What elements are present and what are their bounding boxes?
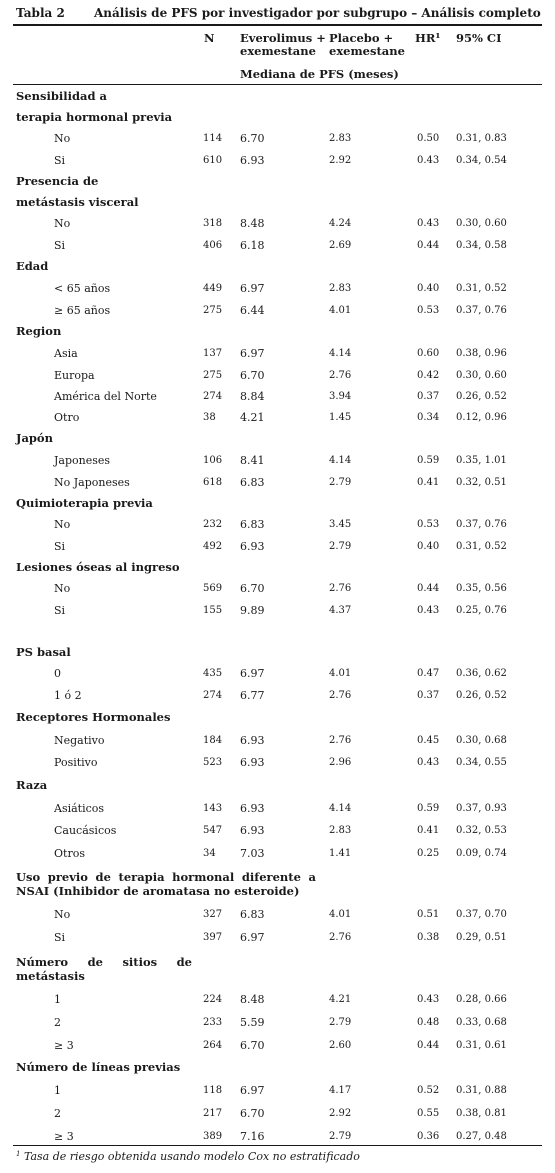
cell-hr: 0.42 [417,370,440,381]
cell-hr: 0.43 [417,218,440,229]
row-label: 1 ó 2 [54,689,82,702]
cell-hr: 0.34 [417,412,440,423]
cell-placebo-median: 2.79 [329,1017,352,1028]
cell-placebo-median: 2.69 [329,240,352,251]
cell-ci: 0.30, 0.68 [456,735,507,746]
cell-placebo-median: 2.76 [329,735,352,746]
cell-n: 114 [203,133,223,144]
row-label: No [54,518,71,531]
group-heading-word: previo [47,870,88,884]
cell-hr: 0.25 [417,848,440,859]
group-heading: metástasis [16,969,85,983]
cell-placebo-median: 4.14 [329,455,352,466]
group-heading: Presencia de [16,174,99,188]
row-label: No [54,582,71,595]
cell-everolimus-median: 6.70 [240,132,265,145]
cell-hr: 0.52 [417,1085,440,1096]
cell-hr: 0.51 [417,909,440,920]
cell-n: 224 [203,994,223,1005]
cell-ci: 0.31, 0.83 [456,133,507,144]
cell-hr: 0.38 [417,932,440,943]
cell-n: 618 [203,477,223,488]
cell-everolimus-median: 6.93 [240,802,265,815]
cell-n: 274 [203,391,223,402]
bottom-rule [13,1145,542,1146]
cell-placebo-median: 2.83 [329,283,352,294]
cell-n: 184 [203,735,223,746]
cell-hr: 0.59 [417,803,440,814]
cell-n: 492 [203,541,223,552]
cell-hr: 0.41 [417,477,440,488]
cell-placebo-median: 2.83 [329,133,352,144]
cell-hr: 0.55 [417,1108,440,1119]
cell-hr: 0.45 [417,735,440,746]
row-label: Si [54,239,66,252]
header-placebo-line2: exemestane [329,44,405,58]
group-heading: PS basal [16,645,71,659]
cell-ci: 0.31, 0.61 [456,1040,507,1051]
cell-everolimus-median: 6.70 [240,582,265,595]
cell-ci: 0.37, 0.76 [456,519,507,530]
cell-n: 34 [203,848,216,859]
cell-everolimus-median: 6.83 [240,908,265,921]
cell-ci: 0.32, 0.51 [456,477,507,488]
cell-placebo-median: 1.41 [329,848,352,859]
cell-hr: 0.60 [417,348,440,359]
cell-placebo-median: 4.01 [329,668,352,679]
cell-hr: 0.36 [417,1131,440,1142]
cell-everolimus-median: 6.97 [240,1084,265,1097]
cell-n: 106 [203,455,223,466]
row-label: No Japoneses [54,476,130,489]
header-ci: 95% CI [456,31,502,45]
cell-n: 137 [203,348,223,359]
group-heading-word: Número [16,955,69,969]
cell-hr: 0.43 [417,605,440,616]
row-label: 1 [54,1084,61,1097]
cell-n: 274 [203,690,223,701]
cell-placebo-median: 2.83 [329,825,352,836]
cell-everolimus-median: 5.59 [240,1016,265,1029]
cell-hr: 0.47 [417,668,440,679]
cell-everolimus-median: 6.70 [240,369,265,382]
cell-hr: 0.44 [417,1040,440,1051]
footnote-text: Tasa de riesgo obtenida usando modelo Cox no estratificado [23,1150,360,1163]
row-label: Otro [54,411,80,424]
cell-n: 118 [203,1085,223,1096]
group-heading: Raza [16,778,48,792]
row-label: 1 [54,993,61,1006]
cell-ci: 0.35, 1.01 [456,455,507,466]
group-heading: Edad [16,259,49,273]
cell-ci: 0.30, 0.60 [456,218,507,229]
cell-ci: 0.37, 0.93 [456,803,507,814]
cell-everolimus-median: 6.97 [240,931,265,944]
cell-hr: 0.40 [417,541,440,552]
cell-everolimus-median: 6.18 [240,239,265,252]
row-label: Japoneses [54,454,111,467]
cell-placebo-median: 4.24 [329,218,352,229]
cell-placebo-median: 2.79 [329,1131,352,1142]
cell-hr: 0.43 [417,994,440,1005]
cell-everolimus-median: 8.48 [240,993,265,1006]
cell-ci: 0.09, 0.74 [456,848,507,859]
cell-n: 406 [203,240,223,251]
header-everolimus-line1: Everolimus + [240,31,326,45]
cell-everolimus-median: 8.48 [240,217,265,230]
cell-hr: 0.53 [417,305,440,316]
group-heading: Sensibilidad a [16,89,107,103]
cell-n: 318 [203,218,223,229]
cell-n: 38 [203,412,216,423]
group-heading: Lesiones óseas al ingreso [16,560,180,574]
cell-placebo-median: 4.17 [329,1085,352,1096]
cell-ci: 0.26, 0.52 [456,391,507,402]
group-heading-word: Uso [16,870,41,884]
row-label: 0 [54,667,61,680]
cell-n: 523 [203,757,223,768]
group-heading-word: diferente [241,870,301,884]
cell-ci: 0.38, 0.81 [456,1108,507,1119]
cell-ci: 0.31, 0.52 [456,283,507,294]
cell-everolimus-median: 6.97 [240,347,265,360]
cell-n: 275 [203,370,223,381]
cell-placebo-median: 4.01 [329,305,352,316]
row-label: ≥ 65 años [54,304,111,317]
cell-n: 397 [203,932,223,943]
cell-n: 389 [203,1131,223,1142]
row-label: Otros [54,847,85,860]
cell-hr: 0.50 [417,133,440,144]
cell-ci: 0.38, 0.96 [456,348,507,359]
cell-ci: 0.37, 0.76 [456,305,507,316]
group-heading: NSAI (Inhibidor de aromatasa no esteroide) [16,884,300,898]
group-heading: terapia hormonal previa [16,110,173,124]
group-heading: Quimioterapia previa [16,496,153,510]
top-rule [13,24,542,26]
group-heading-word: hormonal [172,870,235,884]
cell-everolimus-median: 6.93 [240,734,265,747]
cell-n: 327 [203,909,223,920]
cell-everolimus-median: 6.97 [240,667,265,680]
cell-ci: 0.29, 0.51 [456,932,507,943]
cell-ci: 0.12, 0.96 [456,412,507,423]
cell-ci: 0.27, 0.48 [456,1131,507,1142]
cell-placebo-median: 4.37 [329,605,352,616]
row-label: 2 [54,1107,61,1120]
table-title: Análisis de PFS por investigador por subgrupo – Análisis completo [94,6,541,20]
cell-n: 143 [203,803,223,814]
cell-placebo-median: 2.60 [329,1040,352,1051]
cell-placebo-median: 4.14 [329,348,352,359]
cell-placebo-median: 2.79 [329,541,352,552]
group-heading-line [16,955,192,969]
row-label: Si [54,154,66,167]
group-heading-word: a [308,870,316,884]
cell-hr: 0.43 [417,155,440,166]
cell-ci: 0.28, 0.66 [456,994,507,1005]
cell-hr: 0.53 [417,519,440,530]
cell-n: 233 [203,1017,223,1028]
cell-everolimus-median: 6.70 [240,1107,265,1120]
row-label: América del Norte [54,390,157,403]
group-heading-word: de [95,870,111,884]
row-label: No [54,217,71,230]
cell-n: 610 [203,155,223,166]
header-hr: HR¹ [415,31,441,45]
cell-n: 275 [203,305,223,316]
cell-ci: 0.33, 0.68 [456,1017,507,1028]
cell-n: 435 [203,668,223,679]
group-heading: Japón [16,431,53,445]
cell-hr: 0.37 [417,690,440,701]
cell-n: 449 [203,283,223,294]
cell-ci: 0.34, 0.55 [456,757,507,768]
cell-hr: 0.59 [417,455,440,466]
table-label: Tabla 2 [16,6,65,20]
cell-placebo-median: 2.76 [329,583,352,594]
cell-ci: 0.31, 0.88 [456,1085,507,1096]
cell-everolimus-median: 6.93 [240,154,265,167]
cell-ci: 0.34, 0.54 [456,155,507,166]
header-n: N [204,31,215,45]
cell-n: 264 [203,1040,223,1051]
group-heading-word: terapia [118,870,165,884]
row-label: No [54,908,71,921]
cell-everolimus-median: 7.03 [240,847,265,860]
header-placebo-line1: Placebo + [329,31,394,45]
cell-hr: 0.48 [417,1017,440,1028]
cell-hr: 0.40 [417,283,440,294]
group-heading-line [16,870,316,884]
cell-ci: 0.25, 0.76 [456,605,507,616]
header-rule [13,84,542,85]
cell-ci: 0.32, 0.53 [456,825,507,836]
cell-everolimus-median: 9.89 [240,604,265,617]
cell-ci: 0.37, 0.70 [456,909,507,920]
row-label: < 65 años [54,282,111,295]
group-heading: metástasis visceral [16,195,139,209]
cell-placebo-median: 4.01 [329,909,352,920]
cell-placebo-median: 2.76 [329,370,352,381]
group-heading: Número de líneas previas [16,1060,181,1074]
cell-ci: 0.30, 0.60 [456,370,507,381]
cell-everolimus-median: 6.44 [240,304,265,317]
group-heading-word: de [87,955,103,969]
cell-placebo-median: 2.92 [329,1108,352,1119]
cell-hr: 0.44 [417,240,440,251]
cell-ci: 0.35, 0.56 [456,583,507,594]
cell-hr: 0.37 [417,391,440,402]
cell-n: 217 [203,1108,223,1119]
cell-everolimus-median: 8.41 [240,454,265,467]
cell-n: 155 [203,605,223,616]
cell-hr: 0.41 [417,825,440,836]
group-heading-word: sitios [122,955,158,969]
row-label: No [54,132,71,145]
cell-everolimus-median: 8.84 [240,390,265,403]
cell-placebo-median: 3.94 [329,391,352,402]
cell-hr: 0.43 [417,757,440,768]
cell-placebo-median: 2.92 [329,155,352,166]
group-heading: Receptores Hormonales [16,710,171,724]
cell-n: 569 [203,583,223,594]
cell-placebo-median: 4.14 [329,803,352,814]
row-label: Caucásicos [54,824,117,837]
cell-n: 232 [203,519,223,530]
header-everolimus-line2: exemestane [240,44,316,58]
cell-placebo-median: 2.96 [329,757,352,768]
group-heading: Region [16,324,62,338]
row-label: Asia [54,347,78,360]
cell-placebo-median: 2.79 [329,477,352,488]
cell-everolimus-median: 6.70 [240,1039,265,1052]
row-label: ≥ 3 [54,1039,74,1052]
header-median-pfs: Mediana de PFS (meses) [240,67,399,81]
cell-placebo-median: 2.76 [329,690,352,701]
group-heading-word: de [176,955,192,969]
row-label: Europa [54,369,95,382]
cell-everolimus-median: 6.77 [240,689,265,702]
cell-placebo-median: 2.76 [329,932,352,943]
row-label: Si [54,540,66,553]
cell-everolimus-median: 7.16 [240,1130,265,1143]
footnote-mark: 1 [16,1150,21,1158]
cell-everolimus-median: 6.93 [240,540,265,553]
row-label: ≥ 3 [54,1130,74,1143]
cell-everolimus-median: 4.21 [240,411,265,424]
row-label: Asiáticos [54,802,105,815]
cell-ci: 0.36, 0.62 [456,668,507,679]
cell-everolimus-median: 6.97 [240,282,265,295]
row-label: Negativo [54,734,105,747]
cell-placebo-median: 4.21 [329,994,352,1005]
row-label: Si [54,604,66,617]
cell-everolimus-median: 6.93 [240,824,265,837]
cell-n: 547 [203,825,223,836]
row-label: Si [54,931,66,944]
cell-everolimus-median: 6.83 [240,518,265,531]
cell-everolimus-median: 6.93 [240,756,265,769]
cell-placebo-median: 3.45 [329,519,352,530]
cell-ci: 0.26, 0.52 [456,690,507,701]
row-label: 2 [54,1016,61,1029]
row-label: Positivo [54,756,98,769]
footnote [16,1151,360,1162]
cell-everolimus-median: 6.83 [240,476,265,489]
cell-ci: 0.34, 0.58 [456,240,507,251]
cell-ci: 0.31, 0.52 [456,541,507,552]
cell-placebo-median: 1.45 [329,412,352,423]
cell-hr: 0.44 [417,583,440,594]
